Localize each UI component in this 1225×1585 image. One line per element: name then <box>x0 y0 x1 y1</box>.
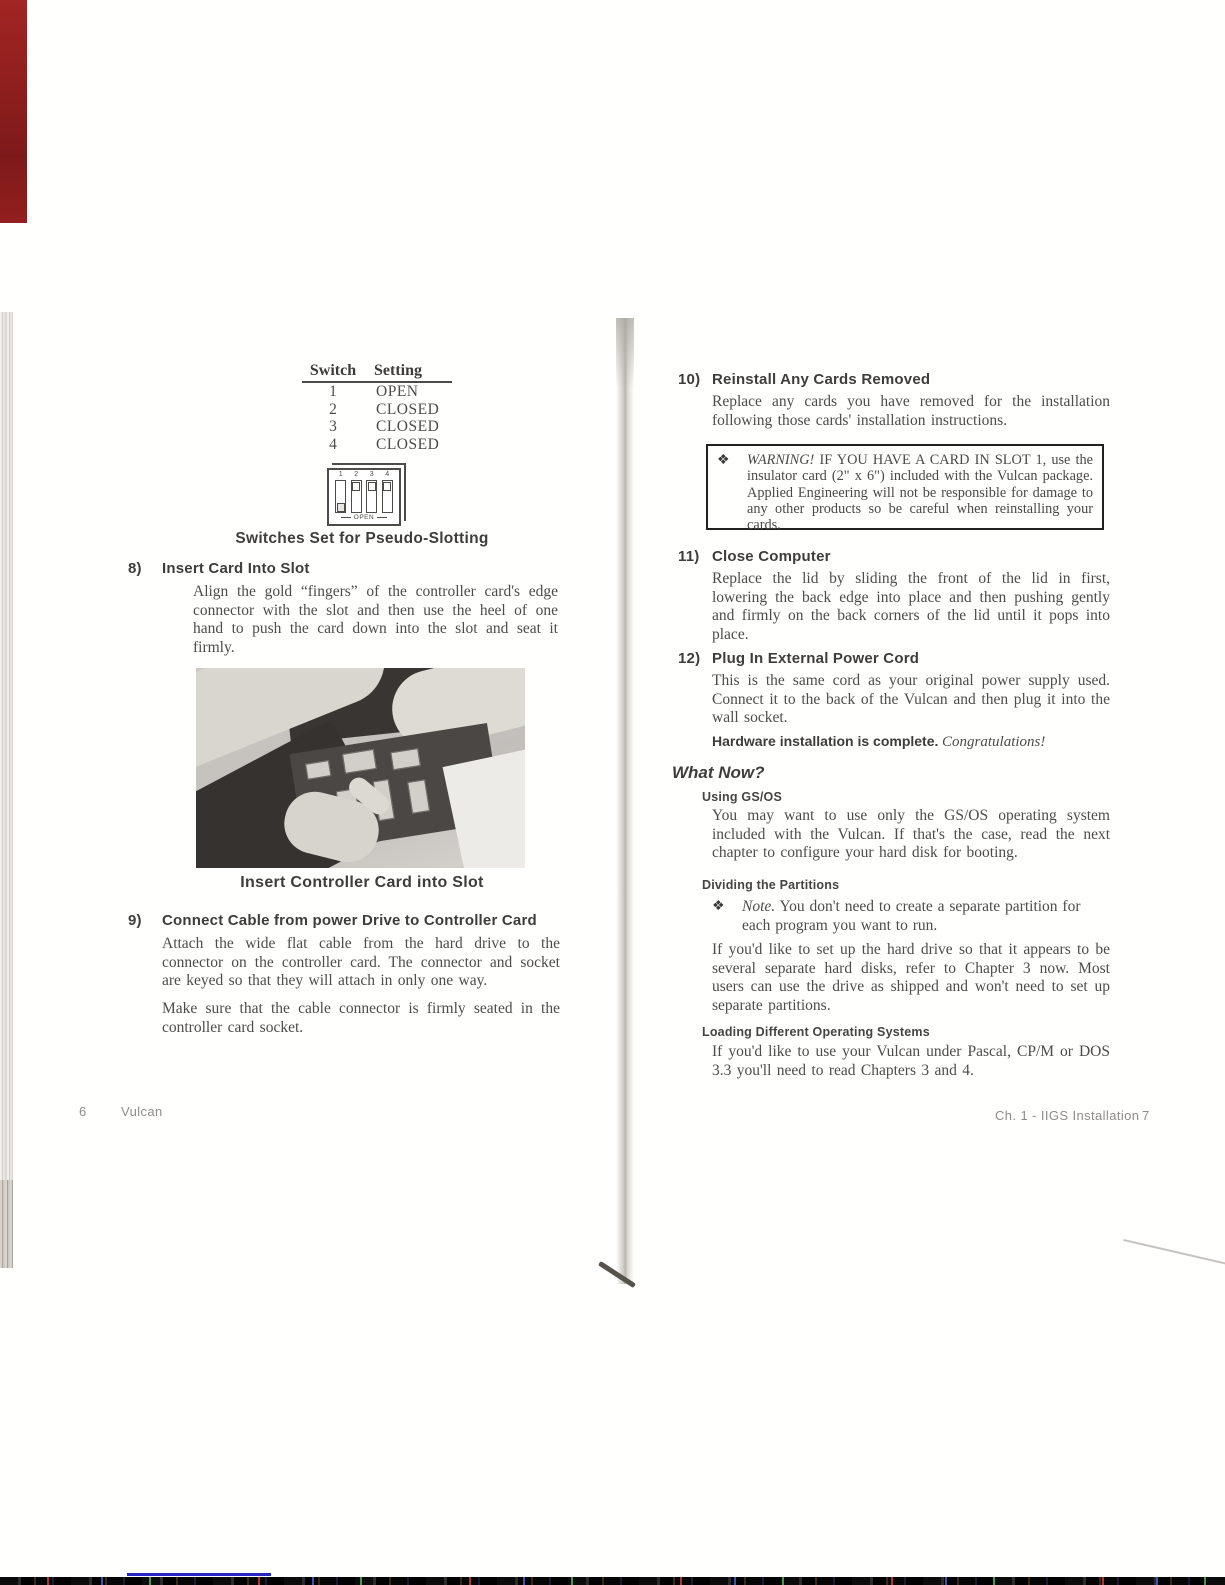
subsection-dividing-paragraph: If you'd like to set up the hard drive so that it appears to be several separate hard disks, refer to Chapter 3 now. Most users can use the drive as shipped and won't need to set up separate partitions. <box>712 941 1110 1014</box>
diamond-bullet-icon: ❖ <box>717 453 730 468</box>
left-page-number: 6 <box>79 1104 87 1119</box>
switch-setting-table <box>302 362 452 453</box>
dip-switch-1 <box>335 471 346 513</box>
section-number: 8) <box>128 560 142 577</box>
dip-switch-2 <box>351 471 362 513</box>
setting-column-header: Setting <box>374 362 422 379</box>
section-12-paragraph: This is the same cord as your original power supply used. Connect it to the back of the Vulcan and then plug it into the wall socket. <box>712 672 1110 726</box>
section-8-heading <box>128 560 558 577</box>
switch-number: 2 <box>329 400 337 418</box>
switch-setting: OPEN <box>376 383 419 400</box>
photo-caption: Insert Controller Card into Slot <box>240 874 484 891</box>
dip-open-label-row <box>329 514 399 521</box>
warning-label: WARNING! <box>747 452 815 468</box>
dip-handle-open <box>337 503 345 512</box>
scan-bottom-edge <box>0 1577 1225 1585</box>
subsection-using-gsos-title: Using GS/OS <box>702 790 782 804</box>
section-title: Insert Card Into Slot <box>162 560 310 577</box>
page-corner-line <box>1123 1239 1225 1267</box>
section-11-paragraph: Replace the lid by sliding the front of the lid in first, lowering the back edge into place and then pushing gently and firmly on the back corners of the lid until it pops into place. <box>712 570 1110 643</box>
dip-handle-closed <box>368 482 376 491</box>
section-12-heading <box>678 650 1118 667</box>
dip-switch-label: 4 <box>385 471 390 478</box>
section-number: 9) <box>128 912 142 929</box>
section-title: Reinstall Any Cards Removed <box>712 371 931 388</box>
section-number: 11) <box>678 548 700 565</box>
switch-number: 3 <box>329 418 337 435</box>
section-title: Plug In External Power Cord <box>712 650 920 667</box>
warning-box <box>706 444 1104 534</box>
note-label: Note. <box>742 898 776 915</box>
section-number: 12) <box>678 650 701 667</box>
switch-setting: CLOSED <box>376 435 440 453</box>
switch-column-header: Switch <box>309 362 357 379</box>
dip-switch-label: 3 <box>369 471 374 478</box>
section-9-paragraph-2: Make sure that the cable connector is firmly seated in the controller card socket. <box>162 1000 560 1036</box>
table-row <box>302 383 452 401</box>
note-line <box>712 898 1094 935</box>
section-9-paragraph-1: Attach the wide flat cable from the hard drive to the connector on the controller card. The connector and socket are keyed so that they will attach in only one way. <box>162 935 560 989</box>
section-11-heading <box>678 548 1118 565</box>
left-page-edge-texture <box>0 312 13 1268</box>
diagram-caption: Switches Set for Pseudo-Slotting <box>235 530 489 547</box>
section-8-paragraph: Align the gold “fingers” of the controller card's edge connector with the slot and then use the heel of one hand to push the card down into the slot and seat it firmly. <box>193 583 558 656</box>
section-10-heading <box>678 371 1118 388</box>
warning-text <box>747 452 1093 534</box>
dip-switch-label: 2 <box>354 471 359 478</box>
note-body-text: You don't need to create a separate partition for each program you want to run. <box>742 898 1081 934</box>
subsection-using-gsos-paragraph: You may want to use only the GS/OS operating system included with the Vulcan. If that's the case, read the next chapter to configure your hard disk for booting. <box>712 807 1110 861</box>
section-title: Connect Cable from power Drive to Controller Card <box>162 912 537 929</box>
photo-computer-case <box>443 747 525 868</box>
pen-underline-mark <box>127 1573 271 1576</box>
book-spine-bar <box>0 0 27 223</box>
installation-photo <box>196 668 525 868</box>
table-row <box>302 418 452 436</box>
dash-icon <box>377 517 387 519</box>
what-now-heading: What Now? <box>672 763 765 782</box>
subsection-loading-paragraph: If you'd like to use your Vulcan under Pascal, CP/M or DOS 3.3 you'll need to read Chapters 3 and 4. <box>712 1043 1110 1079</box>
section-9-heading <box>128 912 588 929</box>
completion-italic-text: Congratulations! <box>942 734 1046 750</box>
table-row <box>302 401 452 419</box>
section-10-paragraph: Replace any cards you have removed for the installation following those cards' installation instructions. <box>712 393 1110 429</box>
right-page-number: 7 <box>1142 1108 1150 1123</box>
switch-table-header <box>302 362 452 383</box>
subsection-dividing-title: Dividing the Partitions <box>702 878 840 892</box>
chapter-footer-label: Ch. 1 - IIGS Installation <box>995 1108 1140 1123</box>
dip-switch-3 <box>366 471 377 513</box>
dash-icon <box>341 517 351 519</box>
table-row <box>302 436 452 454</box>
dip-switch-label: 1 <box>338 471 343 478</box>
warning-body: IF YOU HAVE A CARD IN SLOT 1, use the insulator card (2" x 6") included with the Vulcan package. Applied Engineering will not be responsible for damage to any other products so be careful when reinstalling your cards. <box>747 452 1093 534</box>
dip-open-label: OPEN <box>353 514 375 521</box>
dip-switch-4 <box>382 471 393 513</box>
note-text <box>742 898 1094 935</box>
section-title: Close Computer <box>712 548 831 565</box>
completion-line <box>712 733 1045 751</box>
page-gutter-shadow <box>616 318 634 1284</box>
dip-handle-closed <box>383 482 391 491</box>
switch-setting: CLOSED <box>376 418 440 435</box>
switch-number: 4 <box>329 435 337 453</box>
subsection-loading-title: Loading Different Operating Systems <box>702 1025 930 1039</box>
book-title: Vulcan <box>121 1104 163 1119</box>
completion-bold-text: Hardware installation is complete. <box>712 733 939 749</box>
switch-setting: CLOSED <box>376 400 440 418</box>
page-gutter-shadow-top <box>616 318 634 388</box>
dip-handle-closed <box>352 482 360 491</box>
left-page-edge-texture-dark <box>0 1180 13 1268</box>
switch-number: 1 <box>329 383 337 400</box>
dip-switch-diagram <box>327 468 401 526</box>
diamond-bullet-icon: ❖ <box>712 899 725 914</box>
section-number: 10) <box>678 371 701 388</box>
